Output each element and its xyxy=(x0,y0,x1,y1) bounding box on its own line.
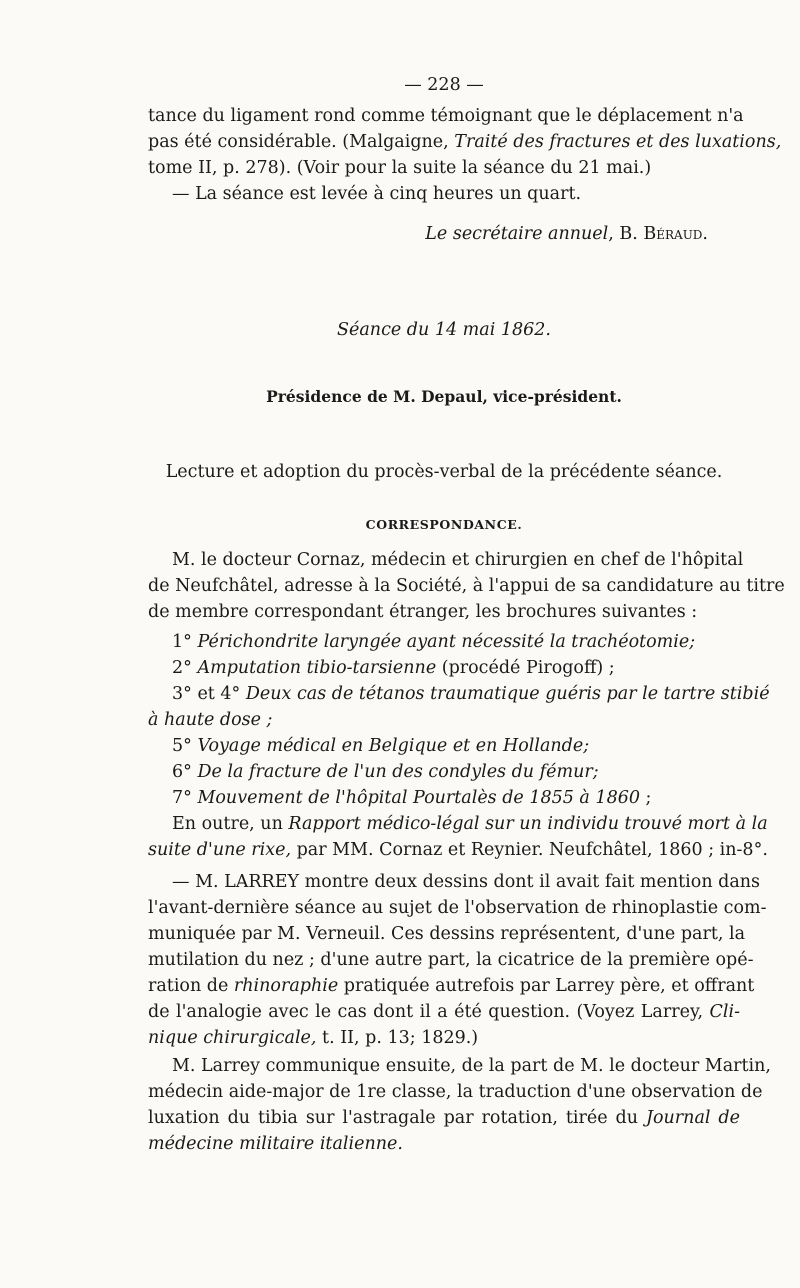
list-item: 7° Mouvement de l'hôpital Pourtalès de 1855 à 1860 ; xyxy=(172,788,652,808)
text-line: M. le docteur Cornaz, médecin et chirurgien en chef de l'hôpital xyxy=(172,550,744,570)
text-line: pas été considérable. (Malgaigne, Traité des fractures et des luxations, xyxy=(148,132,782,152)
text-line: luxation du tibia sur l'astragale par rotation, tirée du Journal de xyxy=(148,1108,740,1128)
list-item: 1° Périchondrite laryngée ayant nécessité la trachéotomie; xyxy=(172,632,696,652)
text-line: tome II, p. 278). (Voir pour la suite la séance du 21 mai.) xyxy=(148,158,652,178)
text-line: médecin aide-major de 1re classe, la traduction d'une observation de xyxy=(148,1082,763,1102)
text-line: — M. LARREY montre deux dessins dont il avait fait mention dans xyxy=(172,872,761,892)
correspondance-heading: CORRESPONDANCE. xyxy=(365,517,523,532)
text-line: muniquée par M. Verneuil. Ces dessins représentent, d'une part, la xyxy=(148,924,746,944)
text-line: M. Larrey communique ensuite, de la part de M. le docteur Martin, xyxy=(172,1056,771,1076)
text-line: de Neufchâtel, adresse à la Société, à l'appui de sa candidature au titre xyxy=(148,576,785,596)
text-line: tance du ligament rond comme témoignant que le déplacement n'a xyxy=(148,106,744,126)
text-line: de l'analogie avec le cas dont il a été question. (Voyez Larrey, Cli- xyxy=(148,1002,740,1022)
list-item: 2° Amputation tibio-tarsienne (procédé Pirogoff) ; xyxy=(172,658,615,678)
text-line: nique chirurgicale, t. II, p. 13; 1829.) xyxy=(148,1028,479,1048)
text-line: mutilation du nez ; d'une autre part, la cicatrice de la première opé- xyxy=(148,950,754,970)
list-item: 3° et 4° Deux cas de tétanos traumatique guéris par le tartre stibié xyxy=(172,684,770,704)
list-item: 6° De la fracture de l'un des condyles du fémur; xyxy=(172,762,599,782)
text-line: ration de rhinoraphie pratiquée autrefois par Larrey père, et offrant xyxy=(148,976,755,996)
text-line: — La séance est levée à cinq heures un quart. xyxy=(172,184,582,204)
lecture-line: Lecture et adoption du procès-verbal de la précédente séance. xyxy=(165,462,723,482)
text-line: médecine militaire italienne. xyxy=(148,1134,403,1154)
text-line: En outre, un Rapport médico-légal sur un individu trouvé mort à la xyxy=(172,814,768,834)
presidence-line: Présidence de M. Depaul, vice-président. xyxy=(266,387,622,406)
text-line: suite d'une rixe, par MM. Cornaz et Reynier. Neufchâtel, 1860 ; in-8°. xyxy=(148,840,768,860)
text-line: l'avant-dernière séance au sujet de l'observation de rhinoplastie com- xyxy=(148,898,767,918)
text-line: de membre correspondant étranger, les brochures suivantes : xyxy=(148,602,698,622)
seance-heading: Séance du 14 mai 1862. xyxy=(337,320,551,340)
signature: Le secrétaire annuel, B. Béraud. xyxy=(425,224,708,244)
page-number: — 228 — xyxy=(404,75,484,95)
list-item: à haute dose ; xyxy=(148,710,273,730)
list-item: 5° Voyage médical en Belgique et en Hollande; xyxy=(172,736,590,756)
